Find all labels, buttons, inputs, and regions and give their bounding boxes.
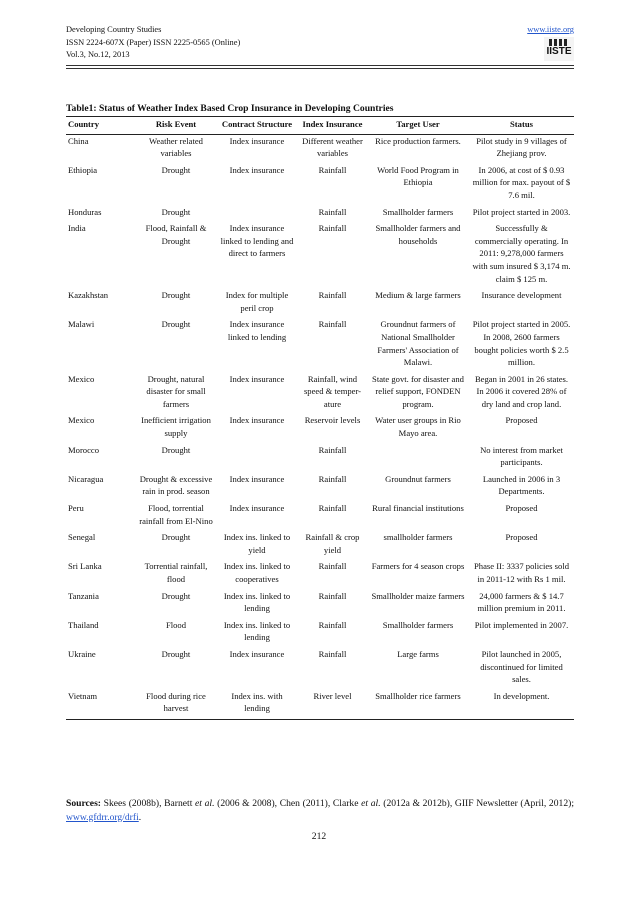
table-body (66, 134, 574, 719)
table-cell: 24,000 farmers & $ 14.7 million premium in 2011. (477, 590, 566, 614)
header-rule (66, 65, 574, 66)
table-cell: Nicaragua (68, 473, 104, 484)
table-cell: Index ins. with lending (216, 690, 298, 720)
table-cell: China (68, 135, 89, 146)
sources-note (66, 797, 574, 824)
table-cell: Large farms (397, 648, 439, 659)
table-row (66, 473, 574, 502)
table-cell: Rainfall (318, 206, 347, 217)
table-cell: Index insurance (229, 415, 285, 426)
logo-text: IISTE (546, 46, 572, 57)
table-row (66, 590, 574, 619)
table-cell: Index insurance linked to lending (227, 319, 287, 342)
table-cell: Index ins. linked to cooperatives (223, 561, 291, 584)
table-cell: Drought (161, 444, 191, 455)
table-cell: Mexico (68, 373, 95, 384)
table-cell: Peru (68, 503, 84, 514)
column-header-index-insurance: Index Insurance (298, 117, 367, 135)
table-cell: Flood (165, 619, 187, 630)
table-cell: Phase II: 3337 policies sold in 2011-12 with Rs 1 mil. (474, 561, 569, 584)
table-cell: In 2006, at cost of $ 0.93 million for max. payout of $ 7.6 mil. (472, 164, 571, 200)
journal-url-link[interactable]: www.iiste.org (527, 25, 574, 34)
table-cell: Kazakhstan (68, 290, 109, 301)
table-cell: Launched in 2006 in 3 Departments. (482, 473, 561, 497)
column-header-target-user: Target User (367, 117, 469, 135)
column-header-status: Status (469, 117, 574, 135)
table-cell: Flood, torrential rainfall from El-Nino (139, 503, 213, 526)
sources-text-c: (2012a & 2012b), GIIF Newsletter (April, 2012); (383, 798, 574, 809)
column-header-contract-structure: Contract Structure (216, 117, 298, 135)
issn-line: ISSN 2224-607X (Paper) ISSN 2225-0565 (Online) (66, 37, 241, 47)
table-cell: Sri Lanka (68, 561, 102, 572)
table-cell: Honduras (68, 206, 102, 217)
sources-end: . (138, 811, 142, 823)
table-cell: Rainfall (318, 223, 347, 234)
table-cell: smallholder farmers (383, 532, 453, 543)
table-cell: Index insurance linked to lending and direct to farmers (220, 223, 294, 259)
table-cell: Pilot launched in 2005, discontinued for limited sales. (480, 648, 563, 685)
table-row (66, 444, 574, 473)
column-header-country: Country (66, 117, 136, 135)
table-cell: Smallholder rice farmers (367, 690, 469, 720)
table-cell: Tanzania (68, 590, 99, 601)
table-cell: Proposed (505, 415, 538, 426)
table-cell: Drought & excessive rain in prod. season (139, 473, 213, 497)
table-row (66, 531, 574, 560)
table-cell: Smallholder farmers (382, 206, 454, 217)
table-cell: Pilot project started in 2003. (472, 206, 571, 217)
table-cell: Index for multiple peril crop (225, 290, 289, 313)
sources-text-b: (2006 & 2008), Chen (2011), Clarke (217, 798, 359, 809)
table-cell: Successfully & commercially operating. In 2011: 9,278,000 farmers with sum insured $ 3,174 m. claim $ 125 m. (472, 223, 571, 284)
table-cell: Index insurance (229, 373, 285, 384)
table-cell: Pilot implemented in 2007. (474, 619, 569, 630)
table-cell: Pilot study in 9 villages of Zhejiang prov. (476, 135, 567, 159)
table-cell: Rainfall (318, 619, 347, 630)
sources-etal-2: et al. (361, 798, 381, 809)
table-row (66, 206, 574, 223)
journal-name: Developing Country Studies (66, 25, 162, 34)
sources-text-a: Skees (2008b), Barnett (103, 798, 193, 809)
table-caption: Table1: Status of Weather Index Based Crop Insurance in Developing Countries (66, 103, 394, 114)
table-header-row (66, 117, 574, 135)
table-cell: Flood during rice harvest (136, 690, 216, 720)
table-cell: In development. (469, 690, 574, 720)
table-cell: Smallholder farmers (382, 619, 454, 630)
table-cell: Torrential rainfall, flood (144, 561, 208, 584)
table-cell: Began in 2001 in 26 states. In 2006 it covered 28% of dry land and crop land. (474, 373, 569, 409)
table-cell: Mexico (68, 415, 95, 426)
table-cell: Rainfall (318, 473, 347, 484)
table-row (66, 134, 574, 164)
table-cell: Different weather variables (302, 135, 363, 159)
table-cell: Smallholder farmers and households (375, 223, 461, 246)
header-rule-secondary (66, 68, 574, 69)
table-cell: Malawi (68, 319, 95, 330)
sources-etal-1: et al. (195, 798, 215, 809)
table-cell: Drought (161, 164, 191, 175)
table-cell: Index ins. linked to yield (223, 532, 291, 555)
table-cell: Rural financial institutions (372, 503, 464, 514)
table-row (66, 222, 574, 289)
volume-line: Vol.3, No.12, 2013 (66, 50, 130, 60)
table-row (66, 164, 574, 206)
table-cell: Vietnam (66, 690, 136, 720)
table-row (66, 648, 574, 690)
sources-link[interactable]: www.gfdrr.org/drfi (66, 811, 139, 823)
table-cell: Pilot project started in 2005. In 2008, 2600 farmers bought policies worth $ 2.5 million. (472, 319, 571, 368)
table-cell: Medium & large farmers (375, 290, 461, 301)
table-cell: Index insurance (229, 164, 285, 175)
table-cell: Rainfall (318, 164, 347, 175)
running-header (66, 24, 574, 62)
table-cell: Ukraine (68, 648, 96, 659)
table-cell: Rainfall (318, 290, 347, 301)
table-cell: Index ins. linked to lending (223, 619, 291, 643)
table-cell: Rainfall & crop yield (305, 532, 360, 555)
table-cell: Rainfall, wind speed & temper-ature (303, 373, 362, 409)
page-number: 212 (311, 831, 327, 842)
table-cell: River level (298, 690, 367, 720)
table-cell: Drought (161, 532, 191, 543)
table-row (66, 560, 574, 589)
table-cell: Rainfall (318, 648, 347, 659)
table-row (66, 318, 574, 372)
table-cell: Groundnut farmers (385, 473, 451, 484)
table-cell: Rainfall (318, 590, 347, 601)
table-cell: Inefficient irrigation supply (141, 415, 211, 439)
table-cell: Smallholder maize farmers (371, 590, 465, 601)
table-cell: Drought (161, 290, 191, 301)
table-cell (216, 444, 298, 473)
table-row (66, 502, 574, 531)
column-header-risk-event: Risk Event (136, 117, 216, 135)
table-cell: Index ins. linked to lending (223, 590, 291, 614)
table-cell (216, 206, 298, 223)
table-cell: India (68, 223, 86, 234)
table-cell: Proposed (505, 532, 538, 543)
table-cell: Drought (161, 206, 191, 217)
table-cell: Index insurance (229, 648, 285, 659)
table-cell: Reservoir levels (304, 415, 361, 426)
table-row (66, 373, 574, 415)
table-cell: Drought (161, 590, 191, 601)
table-cell: Rainfall (318, 444, 347, 455)
table-row (66, 414, 574, 443)
table-cell: World Food Program in Ethiopia (377, 164, 459, 188)
table-cell: Drought, natural disaster for small farmers (146, 373, 206, 409)
table-cell: Water user groups in Rio Mayo area. (375, 415, 461, 439)
table-cell: Weather related variables (149, 135, 203, 159)
table-cell (367, 444, 469, 473)
iiste-logo (544, 37, 574, 61)
crop-insurance-table (66, 116, 574, 720)
table-cell: State govt. for disaster and relief support, FONDEN program. (372, 373, 464, 409)
table-cell: Rice production farmers. (375, 135, 461, 146)
table-cell: Index insurance (229, 135, 285, 146)
table-row (66, 690, 574, 720)
table-cell: Rainfall (318, 503, 347, 514)
table-cell: Ethiopia (68, 164, 98, 175)
table-cell: Senegal (68, 532, 96, 543)
table-cell: Flood, Rainfall & Drought (145, 223, 207, 246)
table-cell: Index insurance (229, 473, 285, 484)
table-cell: Proposed (505, 503, 538, 514)
table-cell: Index insurance (229, 503, 285, 514)
table-cell: Insurance development (481, 290, 562, 301)
table-cell: Drought (161, 319, 191, 330)
table-cell: Morocco (68, 444, 100, 455)
table-cell: Groundnut farmers of National Smallholder Farmers' Association of Malawi. (377, 319, 459, 368)
table-cell: No interest from market participants. (480, 444, 563, 468)
table-row (66, 289, 574, 318)
table-cell: Farmers for 4 season crops (371, 561, 465, 572)
table-cell: Thailand (68, 619, 99, 630)
sources-label: Sources: (66, 798, 101, 809)
table-row (66, 619, 574, 648)
table-cell: Drought (161, 648, 191, 659)
table-cell: Rainfall (318, 319, 347, 330)
table-cell: Rainfall (318, 561, 347, 572)
logo-bars-icon (549, 39, 569, 46)
